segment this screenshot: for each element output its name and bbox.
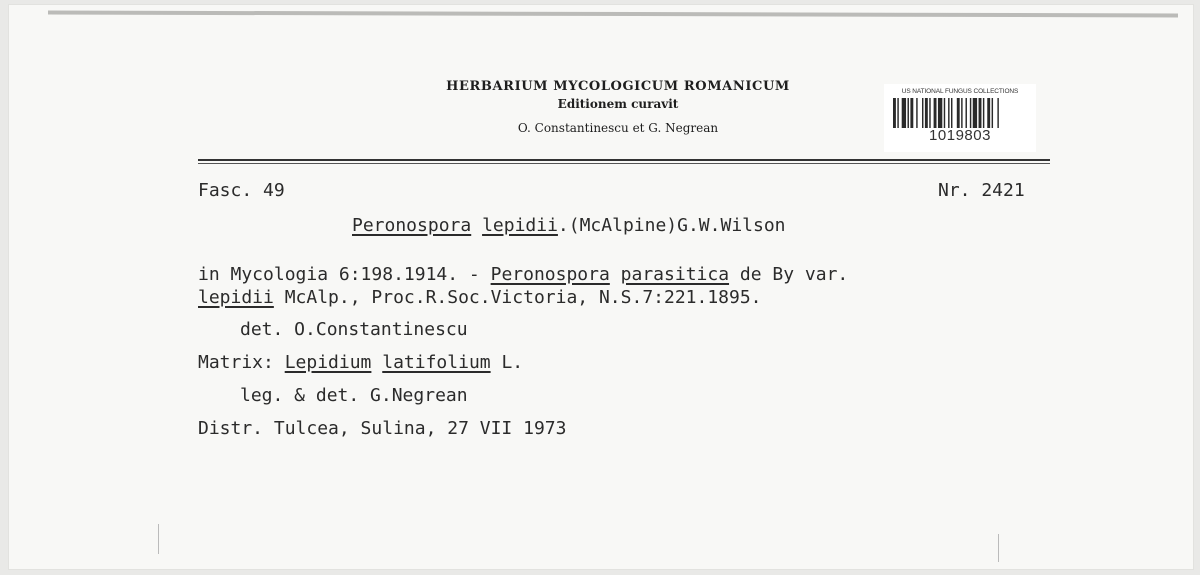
top-edge-rule — [48, 11, 1178, 18]
taxon-name — [352, 215, 786, 237]
editor-names: O. Constantinescu et G. Negrean — [517, 121, 719, 135]
header-rule-thick — [198, 159, 1050, 161]
host-genus: Lepidium — [284, 352, 372, 373]
taxon-authority: .(McAlpine)G.W.Wilson — [557, 215, 786, 236]
locality-line: Distr. Tulcea, Sulina, 27 VII 1973 — [198, 418, 567, 439]
label-header — [408, 78, 828, 143]
fascicle-number: Fasc. 49 — [198, 180, 285, 201]
barcode-bars-icon — [893, 98, 1027, 128]
reference-line-1 — [198, 264, 848, 286]
barcode-sticker — [884, 84, 1036, 152]
reference-line-2 — [198, 287, 762, 309]
barcode-collection-label: US NATIONAL FUNGUS COLLECTIONS — [901, 88, 1019, 95]
synonym-genus: Peronospora — [490, 264, 610, 285]
synonym-variety: lepidii — [198, 287, 274, 308]
specimen-number: Nr. 2421 — [938, 180, 1025, 201]
faint-mark — [158, 524, 159, 554]
barcode-number: 1019803 — [929, 127, 991, 144]
editor-caption: Editionem curavit — [557, 97, 679, 111]
synonym-species: parasitica — [620, 264, 730, 285]
herbarium-title: HERBARIUM MYCOLOGICUM ROMANICUM — [446, 79, 790, 94]
herbarium-label-sheet — [8, 4, 1194, 570]
matrix-line — [198, 352, 523, 374]
host-authority: L. — [490, 352, 524, 373]
reference-citation: in Mycologia 6:198.1914. - — [198, 264, 491, 285]
synonym-citation: McAlp., Proc.R.Soc.Victoria, N.S.7:221.1895. — [273, 287, 762, 308]
faint-mark — [998, 534, 999, 562]
host-species: latifolium — [382, 352, 491, 373]
header-rule-thin — [198, 163, 1050, 164]
synonym-author: de By var. — [729, 264, 849, 285]
taxon-species: lepidii — [482, 215, 558, 236]
determiner-line: det. O.Constantinescu — [240, 319, 468, 340]
collector-line: leg. & det. G.Negrean — [240, 385, 468, 406]
matrix-prefix: Matrix: — [198, 352, 285, 373]
taxon-genus: Peronospora — [352, 215, 472, 236]
